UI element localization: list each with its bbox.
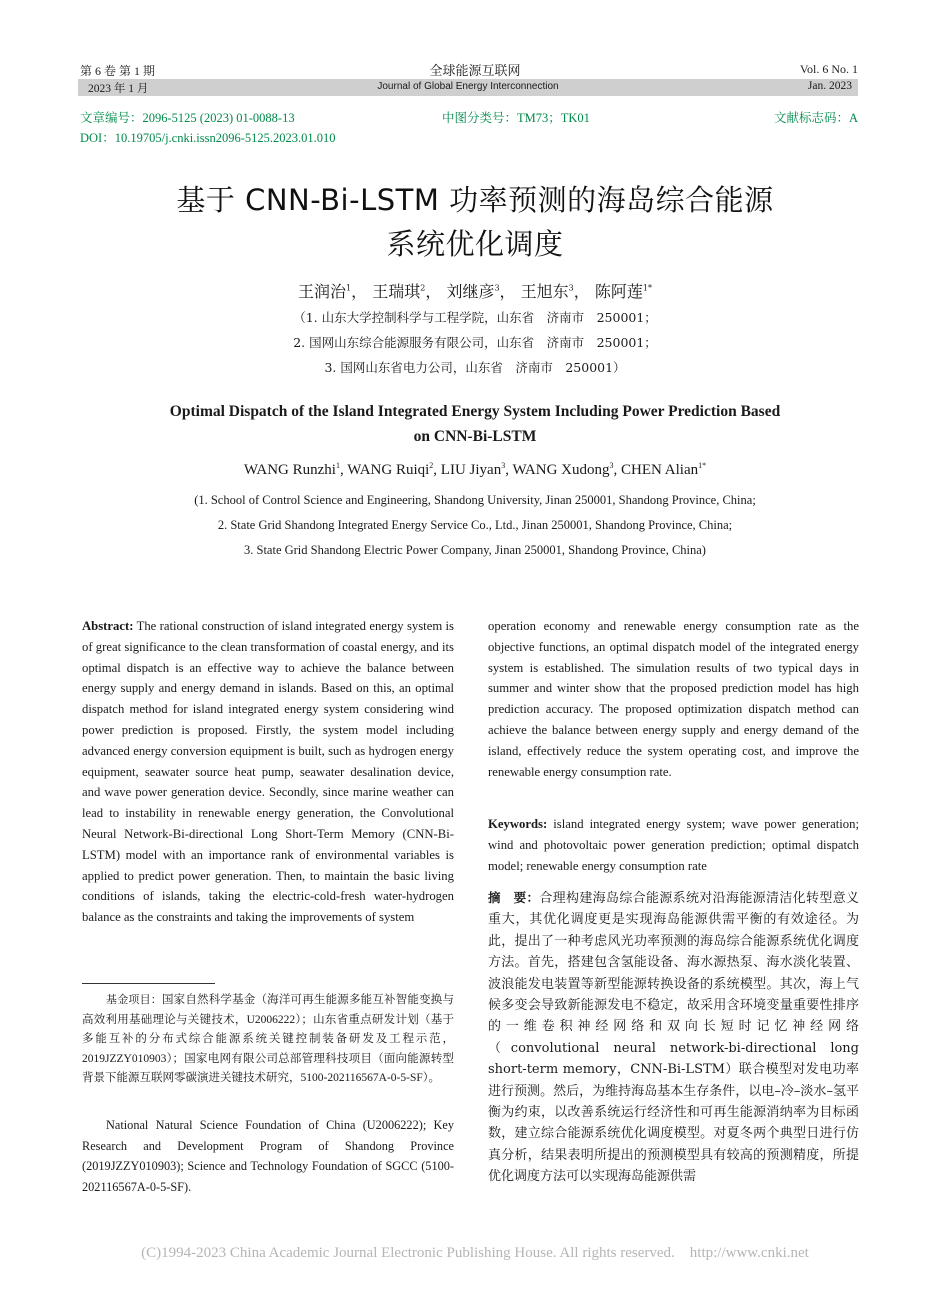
author-sup: 2 — [420, 283, 426, 293]
separator: , — [505, 462, 513, 478]
abstract-cn — [488, 887, 859, 1201]
separator: ， — [351, 282, 368, 301]
author-cn: 刘继彦 — [446, 282, 495, 301]
author-en: WANG Ruiqi — [347, 462, 430, 478]
author-en: CHEN Alian — [621, 462, 699, 478]
author-sup: 1* — [642, 283, 652, 293]
title-en-line1: Optimal Dispatch of the Island Integrated Energy System Including Power Prediction Based — [169, 403, 781, 420]
separator: , — [613, 462, 622, 478]
keywords-text: island integrated energy system; wave power generation; wind and photovoltaic power generation prediction; optimal dispatch model; renewable energy consumption rate — [488, 817, 860, 873]
affiliation-en-3: 3. State Grid Shandong Electric Power Company, Jinan 250001, Shandong Province, China) — [244, 543, 706, 557]
author-sup: 1* — [698, 461, 707, 470]
keywords-label: Keywords: — [488, 817, 548, 831]
affiliation-cn-2: 2. 国网山东综合能源服务有限公司，山东省 济南市 250001； — [293, 335, 657, 350]
abstract-en-text-1: The rational construction of island integrated energy system is of great significance to the clean transformation of coastal energy, and its optimal dispatch is an effective way to achieve the balance between energy supply and energy demand in islands. Based on this, an optimal dispatch method for island integrated energy system considering wind power prediction is proposed. Firstly, the system model including advanced energy conversion equipment is built, such as hydrogen energy equipment, seawater source heat pump, seawater desalination device, and wave power generation device. Secondly, since marine weather can lead to instability in renewable energy generation, the Convolutional Neural Network-Bi-directional Long Short-Term Memory (CNN-Bi-LSTM) model with an importance rank of environmental variables is applied to predict power generation. Then, to maintain the basic living conditions of islands, taking the electric-cold-fresh water-hydrogen balance as the constraints and taking the improvements of system — [82, 619, 454, 925]
header-bar — [78, 79, 858, 96]
title-cn-line1: 基于 CNN-Bi-LSTM 功率预测的海岛综合能源 — [176, 183, 774, 217]
clc-number: 中图分类号：TM73；TK01 — [442, 111, 590, 125]
separator: ， — [425, 282, 442, 301]
affiliation-en-1: (1. School of Control Science and Engineering, Shandong University, Jinan 250001, Shandong Province, China; — [194, 493, 756, 507]
abstract-en-right: operation economy and renewable energy consumption rate as the objective functions, an optimal dispatch model of the integrated energy system is established. The simulation results of two typical days in summer and winter show that the proposed prediction model has high prediction accuracy. The proposed optimization dispatch method can achieve the balance between energy supply and energy demand of the island, effectively reduce the system operating cost, and improve the renewable energy consumption rate. — [488, 619, 859, 779]
funding-en: National Natural Science Foundation of China (U2006222); Key Research and Development Program of Shandong Province (2019JZZY010903); Science and Technology Foundation of SGCC (5100-202116567A-0-5-SF). — [82, 1118, 454, 1194]
separator: , — [433, 462, 441, 478]
volume-cn: 第 6 卷 第 1 期 — [80, 64, 156, 78]
separator: , — [339, 462, 348, 478]
author-sup: 1 — [335, 461, 340, 470]
date-cn: 2023 年 1 月 — [88, 83, 149, 95]
funding-label: 基金项目： — [106, 993, 162, 1006]
author-sup: 1 — [346, 283, 352, 293]
abstract-cn-label: 摘 要： — [488, 890, 540, 905]
affiliation-en-2: 2. State Grid Shandong Integrated Energy Service Co., Ltd., Jinan 250001, Shandong Province, China; — [217, 518, 733, 532]
keywords-en — [488, 814, 859, 876]
affiliation-cn-1: （1. 山东大学控制科学与工程学院，山东省 济南市 250001； — [293, 310, 657, 325]
title-cn-line2: 系统优化调度 — [386, 227, 564, 261]
authors-en — [0, 462, 950, 479]
author-sup: 3 — [494, 283, 500, 293]
article-number: 文章编号：2096-5125 (2023) 01-0088-13 — [80, 111, 295, 125]
funding-cn-text: 国家自然科学基金（海洋可再生能源多能互补智能变换与高效利用基础理论与关键技术，U2006222）；山东省重点研发计划（基于多能互补的分布式综合能源系统关键控制装备研发及工程示范，2019JZZY010903）；国家电网有限公司总部管理科技项目（面向能源转型背景下能源互联网零碳演进关键技术研究，5100-202116567A-0-5-SF）。 — [82, 994, 455, 1085]
abstract-label: Abstract: — [82, 619, 134, 633]
author-en: WANG Runzhi — [243, 462, 336, 478]
author-cn: 王润治 — [298, 282, 347, 301]
document-code: 文献标志码：A — [773, 111, 858, 125]
journal-name-en: Journal of Global Energy Interconnection — [377, 81, 559, 92]
author-en: WANG Xudong — [512, 462, 610, 478]
author-sup: 3 — [568, 283, 574, 293]
author-sup: 3 — [609, 461, 614, 470]
copyright-footer: (C)1994-2023 China Academic Journal Electronic Publishing House. All rights reserved. http://www.cnki.net — [141, 1245, 809, 1261]
author-cn: 陈阿莲 — [594, 282, 643, 301]
footnote-rule — [82, 983, 215, 984]
date-en: Jan. 2023 — [807, 80, 852, 92]
title-en-line2: on CNN-Bi-LSTM — [413, 428, 537, 445]
funding-cn — [82, 990, 454, 1089]
author-sup: 3 — [501, 461, 506, 470]
doi: DOI：10.19705/j.cnki.issn2096-5125.2023.01.010 — [80, 131, 336, 145]
journal-name-cn: 全球能源互联网 — [429, 63, 521, 78]
author-sup: 2 — [429, 461, 434, 470]
separator: ， — [573, 282, 590, 301]
author-cn: 王瑞琪 — [372, 282, 421, 301]
affiliation-cn-3: 3. 国网山东省电力公司，山东省 济南市 250001） — [324, 360, 626, 375]
authors-cn — [0, 279, 950, 302]
abstract-cn-text: 合理构建海岛综合能源系统对沿海能源清洁化转型意义重大，其优化调度更是实现海岛能源供需平衡的有效途径。为此，提出了一种考虑风光功率预测的海岛综合能源系统优化调度方法。首先，搭建包含氢能设备、海水源热泵、海水淡化装置、波浪能发电装置等新型能源转换设备的系统模型。其次，海上气候多变会导致新能源发电不稳定，故采用含环境变量重要性排序的一维卷积神经网络和双向长短时记忆神经网络（convolutional neural network-bi-directional long short-term memory，CNN-Bi-LSTM）联合模型对发电功率进行预测。然后，为维持海岛基本生存条件，以电–冷–淡水–氢平衡为约束，以改善系统运行经济性和可再生能源消纳率为目标函数，建立综合能源系统优化调度模型。对夏冬两个典型日进行仿真分析，结果表明所提出的预测模型具有较高的预测精度，所提优化调度方法可以实现海岛能源供需 — [488, 891, 859, 1185]
separator: ， — [499, 282, 516, 301]
volume-en: Vol. 6 No. 1 — [799, 62, 858, 76]
author-cn: 王旭东 — [520, 282, 569, 301]
abstract-en-left — [82, 616, 454, 928]
author-en: LIU Jiyan — [440, 462, 502, 478]
